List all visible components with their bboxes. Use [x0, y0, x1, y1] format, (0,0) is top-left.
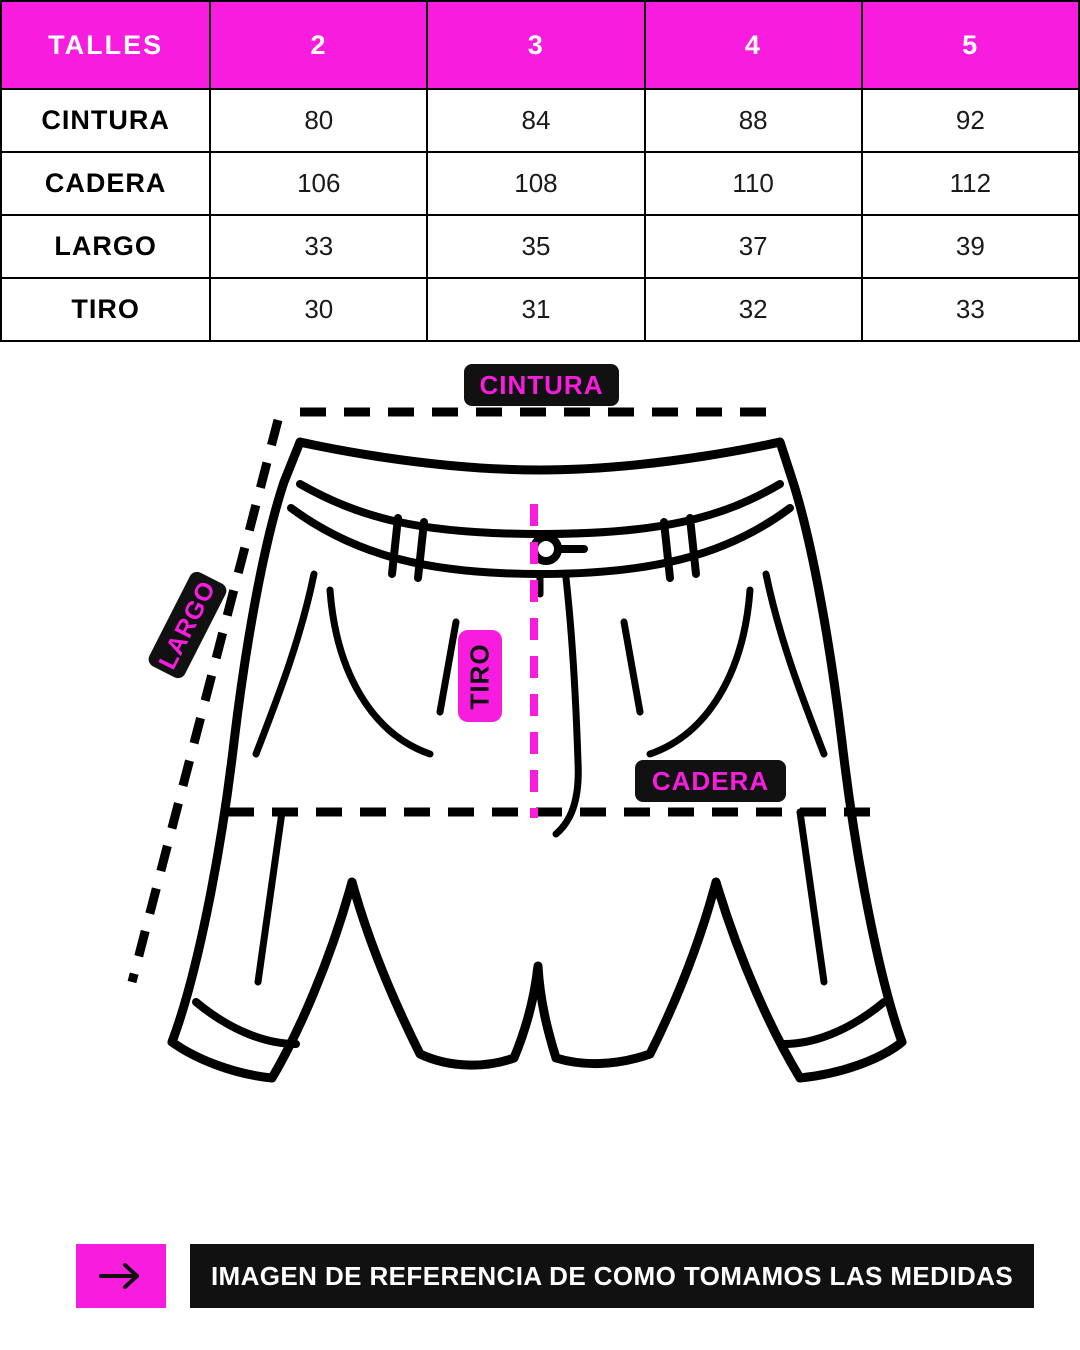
- cell-cadera-4: 110: [645, 152, 862, 215]
- arrow-right-glyph: [97, 1261, 145, 1291]
- column-header-size-3: 3: [427, 1, 644, 89]
- cell-cadera-2: 106: [210, 152, 427, 215]
- cell-tiro-3: 31: [427, 278, 644, 341]
- cell-cintura-5: 92: [862, 89, 1079, 152]
- arrow-right-icon: [76, 1244, 166, 1308]
- column-header-size-5: 5: [862, 1, 1079, 89]
- table-row: [1, 152, 1079, 215]
- footer-caption-bar: [0, 1244, 1080, 1308]
- shorts-illustration-icon: [0, 342, 1080, 1242]
- label-cadera: [635, 760, 786, 802]
- table-header: [1, 1, 1079, 89]
- cell-cintura-3: 84: [427, 89, 644, 152]
- table-row: [1, 278, 1079, 341]
- cell-cintura-4: 88: [645, 89, 862, 152]
- cell-tiro-4: 32: [645, 278, 862, 341]
- table-row: [1, 215, 1079, 278]
- row-label-cadera: CADERA: [1, 152, 210, 215]
- label-cintura: [464, 364, 619, 406]
- table-header-row: [1, 1, 1079, 89]
- label-tiro: [458, 630, 502, 722]
- column-header-size-4: 4: [645, 1, 862, 89]
- label-tiro-text: TIRO: [464, 642, 495, 710]
- column-header-talles: TALLES: [1, 1, 210, 89]
- largo-measure-line: [132, 420, 278, 982]
- label-cadera-text: CADERA: [651, 765, 770, 796]
- cell-cadera-5: 112: [862, 152, 1079, 215]
- table-row: [1, 89, 1079, 152]
- cell-tiro-5: 33: [862, 278, 1079, 341]
- row-label-tiro: TIRO: [1, 278, 210, 341]
- size-chart-table: [0, 0, 1080, 342]
- cell-largo-5: 39: [862, 215, 1079, 278]
- row-label-cintura: CINTURA: [1, 89, 210, 152]
- footer-text: IMAGEN DE REFERENCIA DE COMO TOMAMOS LAS MEDIDAS: [190, 1244, 1034, 1308]
- column-header-size-2: 2: [210, 1, 427, 89]
- cell-largo-2: 33: [210, 215, 427, 278]
- table-body: [1, 89, 1079, 341]
- row-label-largo: LARGO: [1, 215, 210, 278]
- cell-tiro-2: 30: [210, 278, 427, 341]
- measurement-diagram: [0, 342, 1080, 1242]
- cell-largo-3: 35: [427, 215, 644, 278]
- label-largo-text: LARGO: [152, 575, 222, 674]
- cell-cintura-2: 80: [210, 89, 427, 152]
- label-cintura-text: CINTURA: [479, 369, 604, 400]
- cell-largo-4: 37: [645, 215, 862, 278]
- cell-cadera-3: 108: [427, 152, 644, 215]
